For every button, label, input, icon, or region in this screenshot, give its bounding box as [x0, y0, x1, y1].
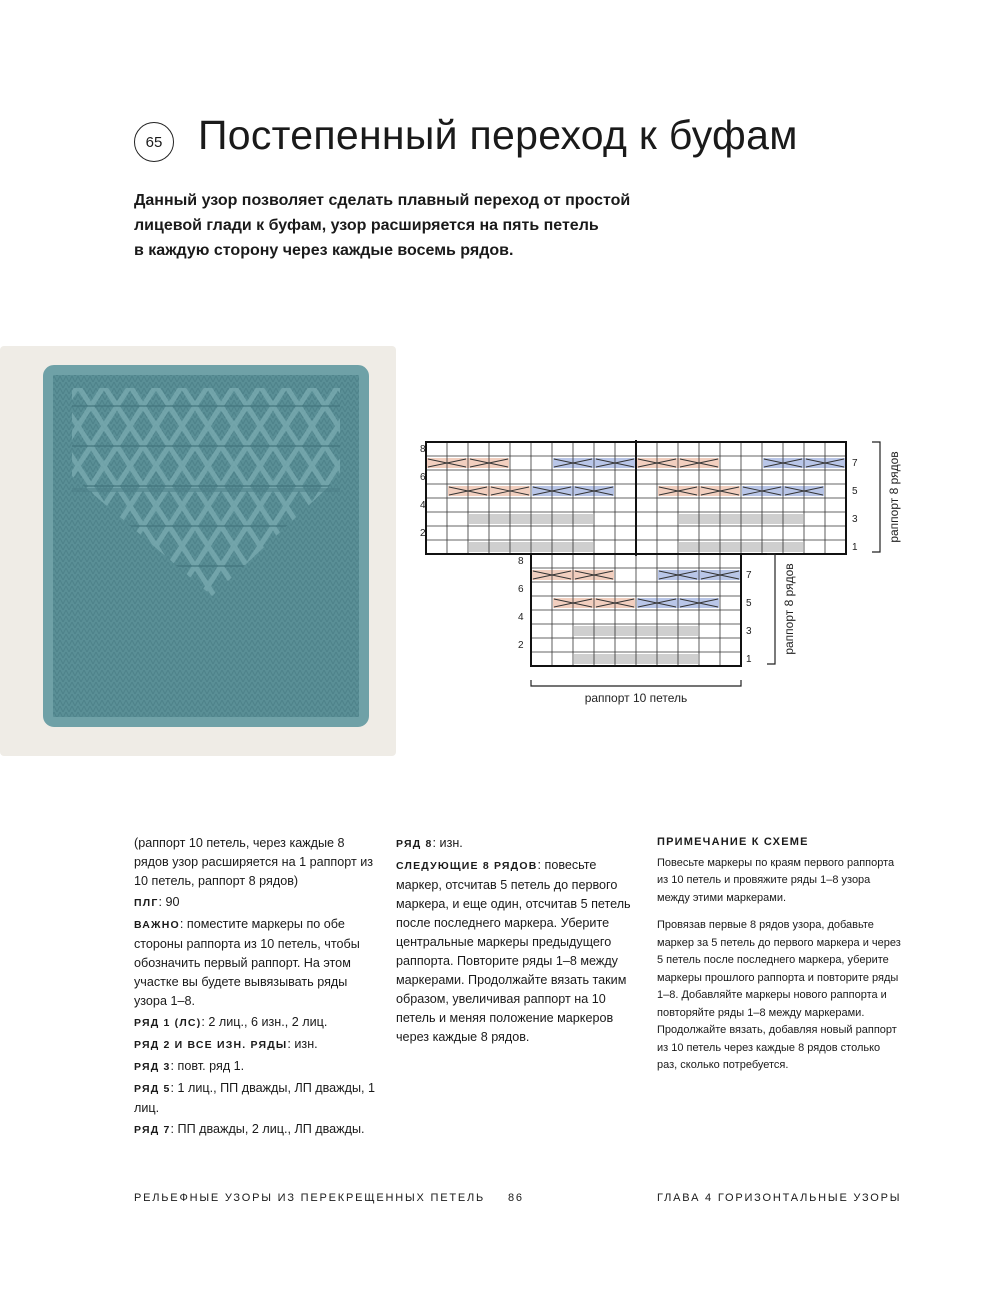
row-number: 6: [420, 472, 426, 483]
label: РЯД 1 (ЛС): [134, 1017, 202, 1029]
repeat-info: (раппорт 10 петель, через каждые 8 рядов узор расширяется на 1 раппорт из 10 петель, раппорт 8 рядов): [134, 836, 374, 888]
label: РЯД 8: [396, 838, 433, 850]
chart-note-heading: ПРИМЕЧАНИЕ К СХЕМЕ: [657, 836, 809, 848]
row-number: 2: [518, 640, 524, 651]
text: : повесьте маркер, отсчитав 5 петель до первого маркера, и еще один, отсчитав 5 петель после последнего маркера. Уберите центральные маркеры предыдущего раппорта. Повторите ряды 1–8 между маркерами. Продолжайте вязать таким образом, увеличивая раппорт на 10 петель и меняя положение маркеров через каждые 8 рядов.: [396, 858, 631, 1044]
repeat-rows-bracket: [872, 442, 880, 552]
repeat-rows-bracket: [767, 554, 775, 664]
row-number: 1: [746, 654, 752, 665]
instruction-important: [134, 915, 379, 1011]
knitted-swatch-image: [0, 346, 396, 756]
label: ВАЖНО: [134, 919, 180, 931]
row-number: 4: [518, 612, 524, 623]
intro-line: лицевой глади к буфам, узор расширяется на пять петель: [134, 217, 599, 234]
instruction-row-2: [134, 1035, 379, 1055]
row-number: 4: [420, 500, 426, 511]
chart-note-paragraph: Повесьте маркеры по краям первого раппорта из 10 петель и провяжите ряды 1–8 узора между этими маркерами.: [657, 856, 895, 904]
text: : ПП дважды, 2 лиц., ЛП дважды.: [170, 1122, 365, 1136]
text: : поместите маркеры по обе стороны раппорта из 10 петель, чтобы обозначить первый раппорт. На этом участке вы будете вывязывать ряды узора 1–8.: [134, 917, 360, 1008]
footer-book-title: РЕЛЬЕФНЫЕ УЗОРЫ ИЗ ПЕРЕКРЕЩЕННЫХ ПЕТЕЛЬ: [134, 1192, 486, 1204]
label: РЯД 2 И ВСЕ ИЗН. РЯДЫ: [134, 1039, 288, 1051]
text: : изн.: [287, 1037, 318, 1051]
label: СЛЕДУЮЩИЕ 8 РЯДОВ: [396, 860, 538, 872]
pattern-number-badge: [134, 122, 174, 162]
row-number: 5: [746, 598, 752, 609]
repeat-rows-label: раппорт 8 рядов: [782, 563, 796, 655]
swatch-photo: [0, 346, 396, 756]
row-number: 7: [852, 458, 858, 469]
row-number: 8: [420, 444, 426, 455]
chart-note-paragraph: Провязав первые 8 рядов узора, добавьте маркер за 5 петель до первого маркера и через 5 петель после последнего маркера, уберите маркеры прошлого раппорта и повторите ряды 1–8. Добавляйте маркеры нового раппорта и повторяйте ряды 1–8 между маркерами. Продолжайте вязать, добавляя новый раппорт из 10 петель через каждые 8 рядов столько раз, сколько потребуется.: [657, 919, 901, 1071]
instruction-row-7: [134, 1120, 379, 1140]
intro-line: Данный узор позволяет сделать плавный переход от простой: [134, 192, 631, 209]
intro-text: [134, 188, 654, 263]
page-title: Постепенный переход к буфам: [198, 112, 798, 158]
instructions-column-2: [396, 834, 641, 1049]
repeat-stitches-bracket: [531, 680, 741, 686]
footer-chapter: ГЛАВА 4 ГОРИЗОНТАЛЬНЫЕ УЗОРЫ: [657, 1192, 902, 1204]
row-number: 3: [852, 514, 858, 525]
chart-note: [657, 834, 902, 1085]
row-number: 6: [518, 584, 524, 595]
text: : изн.: [432, 836, 463, 850]
knitting-chart: [400, 430, 920, 720]
row-number: 2: [420, 528, 426, 539]
label: РЯД 7: [134, 1124, 171, 1136]
instruction-plg: [134, 893, 379, 913]
repeat-rows-label: раппорт 8 рядов: [887, 451, 901, 543]
label: РЯД 3: [134, 1061, 171, 1073]
label: ПЛГ: [134, 897, 159, 909]
row-number: 3: [746, 626, 752, 637]
row-number: 1: [852, 542, 858, 553]
instruction-row-1: [134, 1013, 379, 1033]
instruction-row-3: [134, 1057, 379, 1077]
row-number: 7: [746, 570, 752, 581]
text: : 90: [158, 895, 180, 909]
row-number: 5: [852, 486, 858, 497]
repeat-stitches-label: раппорт 10 петель: [584, 691, 688, 705]
instruction-next-rows: [396, 856, 641, 1047]
text: : 1 лиц., ПП дважды, ЛП дважды, 1 лиц.: [134, 1081, 375, 1115]
label: РЯД 5: [134, 1083, 171, 1095]
instructions-column-1: [134, 834, 379, 1142]
text: : 2 лиц., 6 изн., 2 лиц.: [201, 1015, 328, 1029]
pattern-number: 65: [145, 133, 163, 151]
intro-line: в каждую сторону через каждые восемь рядов.: [134, 242, 514, 259]
page-number: 86: [508, 1192, 524, 1204]
instruction-row-5: [134, 1079, 379, 1118]
row-number: 8: [518, 556, 524, 567]
instruction-row-8: [396, 834, 641, 854]
text: : повт. ряд 1.: [170, 1059, 245, 1073]
